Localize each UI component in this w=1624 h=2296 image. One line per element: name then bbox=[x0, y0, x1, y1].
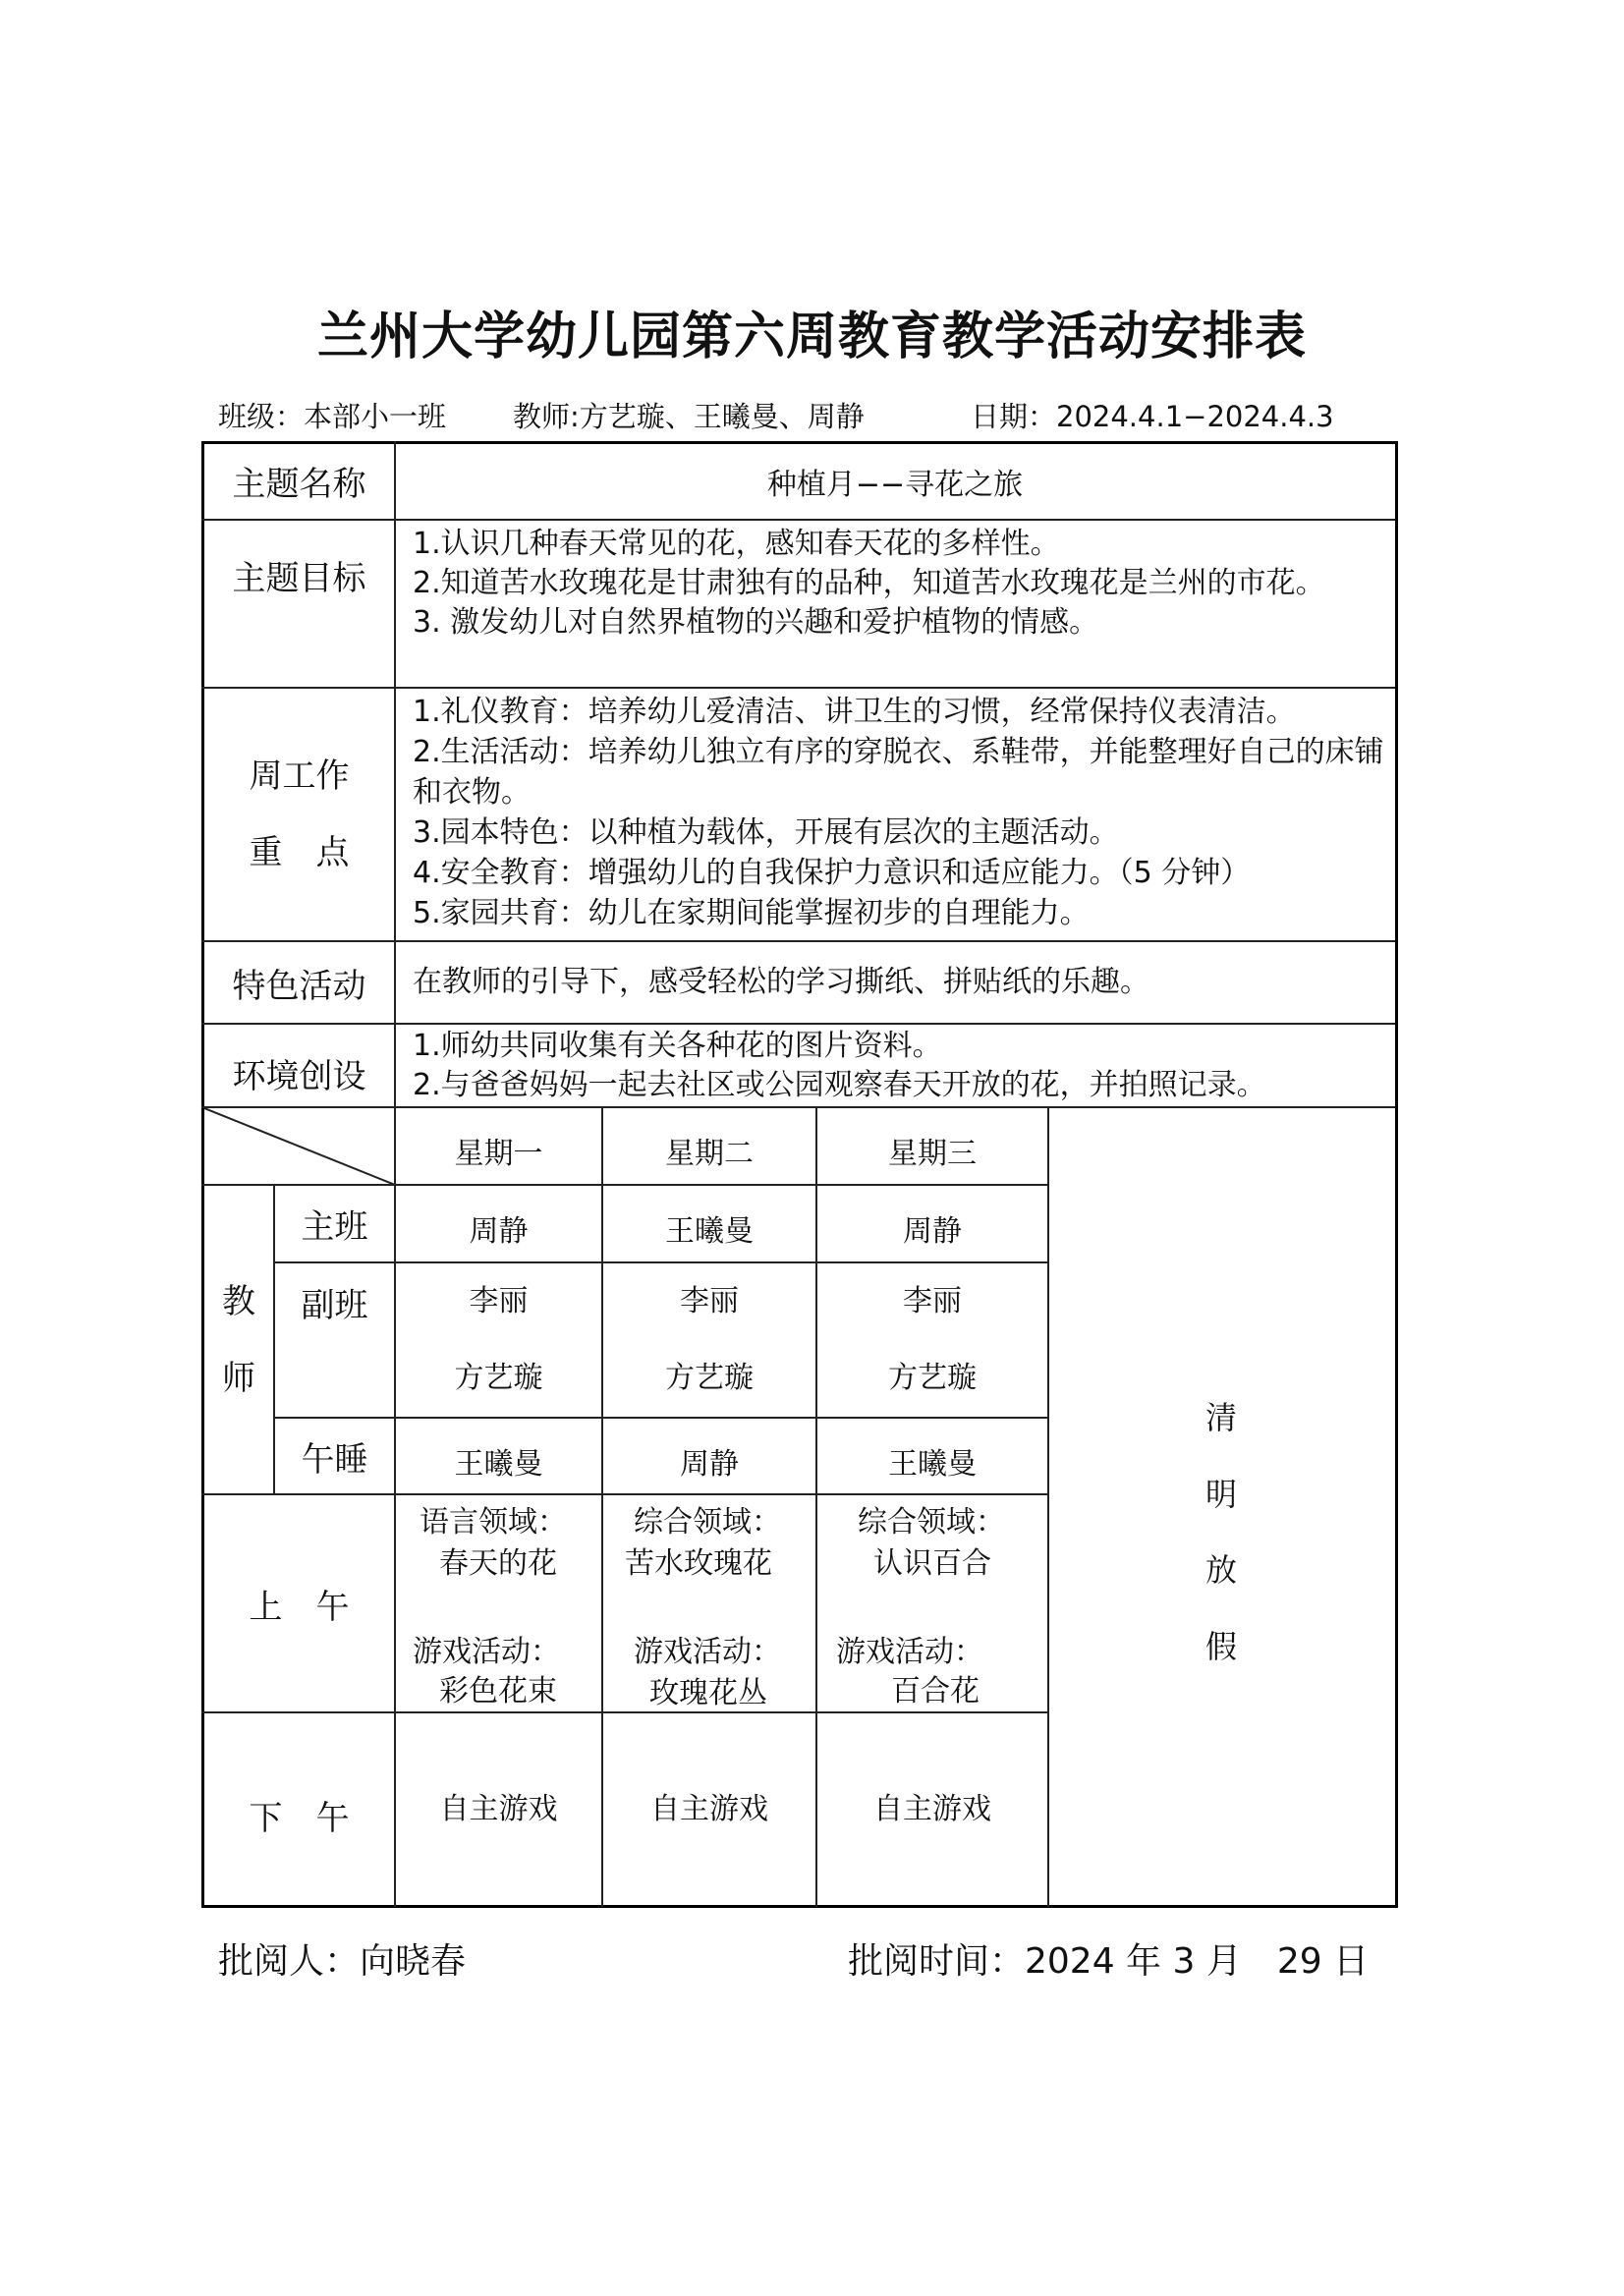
special-activity-label: 特色活动 bbox=[232, 966, 366, 1006]
weekly-focus-label-line1: 周工作 bbox=[249, 756, 350, 796]
theme-goal-item: 2.知道苦水玫瑰花是甘肃独有的品种，知道苦水玫瑰花是兰州的市花。 bbox=[413, 566, 1325, 600]
teacher-group-label-char: 师 bbox=[222, 1358, 255, 1398]
morning-tuesday-topic: 苦水玫瑰花 bbox=[625, 1546, 772, 1581]
morning-monday-domain: 语言领域： bbox=[420, 1505, 567, 1540]
weekly-focus-item: 4.安全教育：增强幼儿的自我保护力意识和适应能力。（5 分钟） bbox=[413, 856, 1251, 890]
morning-wednesday-topic: 认识百合 bbox=[873, 1546, 991, 1581]
theme-goals-list bbox=[413, 525, 1385, 643]
head-teacher-tuesday: 王曦曼 bbox=[665, 1213, 754, 1249]
morning-wednesday-domain: 综合领域： bbox=[858, 1505, 1005, 1540]
role-label-head: 主班 bbox=[301, 1207, 368, 1247]
assistant-name: 方艺璇 bbox=[454, 1361, 543, 1395]
assistant-name: 李丽 bbox=[469, 1284, 529, 1318]
morning-label: 上 午 bbox=[249, 1587, 350, 1627]
assistant-name: 方艺璇 bbox=[665, 1361, 754, 1395]
nap-teacher-tuesday: 周静 bbox=[680, 1447, 739, 1482]
weekly-focus-list bbox=[413, 692, 1391, 933]
assistant-teacher-wednesday bbox=[817, 1263, 1047, 1417]
theme-goal-item: 3. 激发幼儿对自然界植物的兴趣和爱护植物的情感。 bbox=[413, 605, 1099, 640]
reviewer: 批阅人：向晓春 bbox=[218, 1941, 467, 1982]
environment-list bbox=[413, 1027, 1391, 1105]
weekly-focus-item: 3.园本特色：以种植为载体，开展有层次的主题活动。 bbox=[413, 815, 1119, 850]
morning-tuesday-game: 玫瑰花丛 bbox=[649, 1676, 767, 1710]
diagonal-line bbox=[204, 1108, 395, 1185]
page-title: 兰州大学幼儿园第六周教育教学活动安排表 bbox=[316, 308, 1307, 366]
weekly-focus-label bbox=[204, 689, 394, 940]
assistant-name: 李丽 bbox=[680, 1284, 739, 1318]
assistant-name: 李丽 bbox=[903, 1284, 962, 1318]
theme-goal-item: 1.认识几种春天常见的花，感知春天花的多样性。 bbox=[413, 527, 1060, 561]
afternoon-monday: 自主游戏 bbox=[439, 1792, 558, 1826]
head-teacher-monday: 周静 bbox=[469, 1213, 529, 1249]
holiday-char: 明 bbox=[1205, 1476, 1238, 1513]
morning-wednesday-game-label: 游戏活动： bbox=[836, 1635, 983, 1669]
role-label-nap: 午睡 bbox=[301, 1439, 368, 1480]
weekly-focus-item: 1.礼仪教育：培养幼儿爱清洁、讲卫生的习惯，经常保持仪表清洁。 bbox=[413, 695, 1296, 729]
weekly-focus-item: 5.家园共育：幼儿在家期间能掌握初步的自理能力。 bbox=[413, 896, 1090, 930]
weekly-focus-label-line2: 重 点 bbox=[249, 833, 350, 872]
special-activity-value: 在教师的引导下，感受轻松的学习撕纸、拼贴纸的乐趣。 bbox=[413, 965, 1149, 999]
holiday-char: 清 bbox=[1205, 1399, 1238, 1436]
morning-tuesday-game-label: 游戏活动： bbox=[634, 1635, 781, 1669]
head-teacher-wednesday: 周静 bbox=[903, 1213, 962, 1249]
afternoon-label: 下 午 bbox=[249, 1798, 350, 1838]
date-info: 日期：2024.4.1−2024.4.3 bbox=[971, 400, 1334, 433]
assistant-teacher-tuesday bbox=[603, 1263, 815, 1417]
morning-monday-topic: 春天的花 bbox=[439, 1546, 557, 1581]
weekly-focus-item: 2.生活活动：培养幼儿独立有序的穿脱衣、系鞋带，并能整理好自己的床铺和衣物。 bbox=[413, 735, 1384, 810]
morning-monday-game-label: 游戏活动： bbox=[413, 1635, 560, 1669]
day-header-tuesday: 星期二 bbox=[665, 1136, 754, 1171]
environment-item: 1.师幼共同收集有关各种花的图片资料。 bbox=[413, 1029, 942, 1063]
nap-teacher-monday: 王曦曼 bbox=[454, 1447, 543, 1482]
class-info: 班级：本部小一班 bbox=[218, 400, 447, 433]
day-header-monday: 星期一 bbox=[454, 1136, 543, 1171]
theme-name-label: 主题名称 bbox=[232, 465, 366, 504]
assistant-name: 方艺璇 bbox=[888, 1361, 977, 1395]
nap-teacher-wednesday: 王曦曼 bbox=[888, 1447, 977, 1482]
holiday-char: 假 bbox=[1205, 1628, 1238, 1665]
environment-item: 2.与爸爸妈妈一起去社区或公园观察春天开放的花，并拍照记录。 bbox=[413, 1068, 1266, 1102]
morning-tuesday-domain: 综合领域： bbox=[634, 1505, 781, 1540]
environment-label: 环境创设 bbox=[232, 1056, 366, 1096]
review-time: 批阅时间：2024 年 3 月 29 日 bbox=[848, 1941, 1370, 1982]
teachers-info: 教师:方艺璇、王曦曼、周静 bbox=[513, 400, 865, 433]
day-header-wednesday: 星期三 bbox=[888, 1136, 977, 1171]
afternoon-tuesday: 自主游戏 bbox=[650, 1792, 768, 1826]
diagonal-header-cell bbox=[204, 1108, 395, 1185]
role-label-assistant: 副班 bbox=[301, 1286, 368, 1325]
theme-name-value: 种植月−−寻花之旅 bbox=[766, 467, 1024, 502]
holiday-char: 放 bbox=[1205, 1551, 1238, 1589]
assistant-teacher-monday bbox=[396, 1263, 601, 1417]
teacher-group-label bbox=[204, 1186, 273, 1493]
afternoon-wednesday: 自主游戏 bbox=[873, 1792, 991, 1826]
teacher-group-label-char: 教 bbox=[222, 1281, 255, 1321]
theme-goals-label: 主题目标 bbox=[232, 558, 366, 598]
morning-monday-game: 彩色花束 bbox=[439, 1674, 557, 1708]
morning-wednesday-game: 百合花 bbox=[891, 1674, 980, 1708]
col-divider bbox=[1047, 1107, 1049, 1907]
